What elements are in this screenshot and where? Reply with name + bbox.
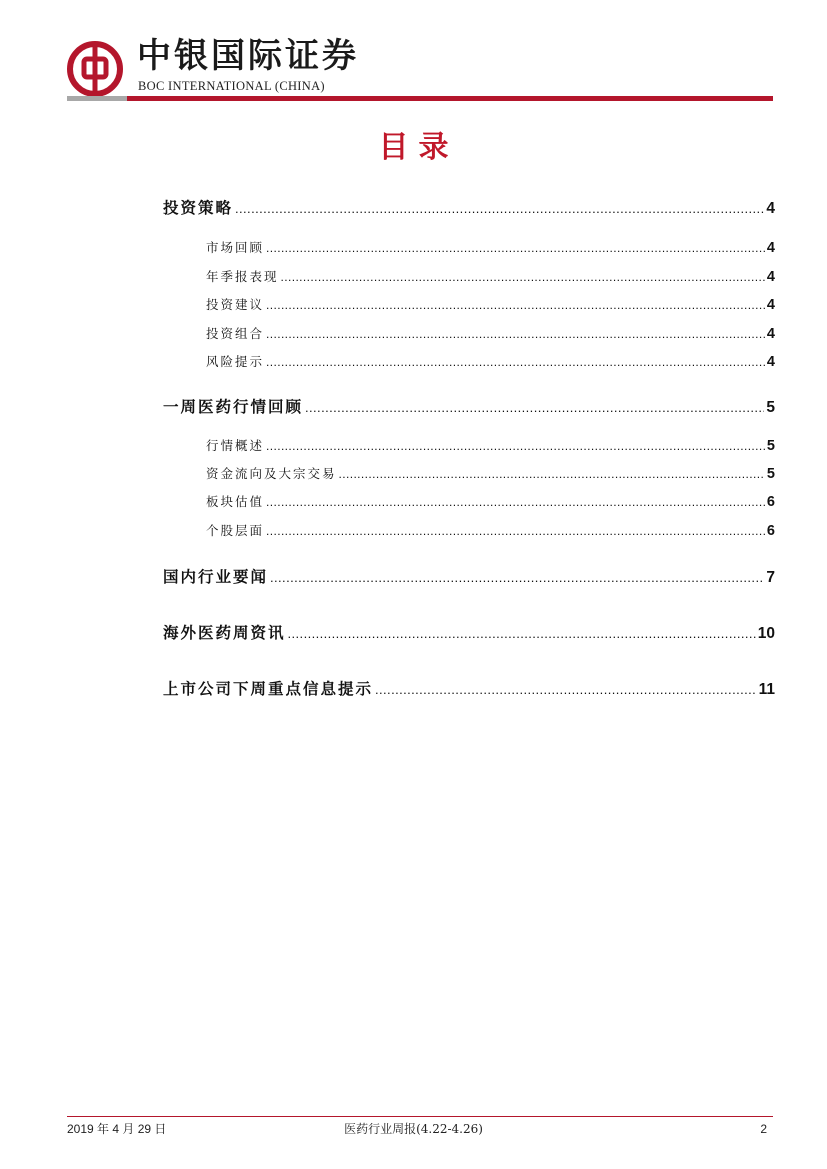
toc-entry-page: 4 bbox=[766, 297, 775, 313]
toc-entry[interactable] bbox=[163, 196, 775, 218]
toc-entry-page: 5 bbox=[766, 399, 775, 416]
toc-leader-dots bbox=[288, 626, 756, 641]
toc-entry-label: 市场回顾 bbox=[206, 240, 265, 255]
toc-entry-label: 风险提示 bbox=[206, 354, 265, 369]
toc-title: 目录 bbox=[378, 130, 459, 165]
toc-entry-label: 投资组合 bbox=[206, 326, 265, 341]
footer-report-title: 医药行业周报(4.22-4.26) bbox=[344, 1122, 483, 1136]
toc-entry-label: 海外医药周资讯 bbox=[163, 623, 286, 642]
toc-entry-page: 10 bbox=[757, 625, 775, 642]
toc-entry-page: 4 bbox=[766, 200, 775, 217]
toc-entry[interactable] bbox=[163, 565, 775, 587]
toc-entry[interactable] bbox=[206, 352, 775, 370]
toc-leader-dots bbox=[270, 570, 764, 585]
toc-entry[interactable] bbox=[206, 267, 775, 285]
toc-leader-dots bbox=[339, 467, 765, 481]
toc-entry-page: 4 bbox=[766, 326, 775, 342]
toc-entry-label: 行情概述 bbox=[206, 438, 265, 453]
toc-leader-dots bbox=[266, 439, 765, 453]
toc-entry-label: 个股层面 bbox=[206, 523, 265, 538]
toc-entry-page: 6 bbox=[766, 523, 775, 539]
toc-entry-page: 7 bbox=[766, 569, 775, 586]
toc-entry[interactable] bbox=[206, 492, 775, 510]
footer-rule bbox=[67, 1116, 773, 1117]
footer-page-number: 2 bbox=[760, 1122, 767, 1136]
toc-leader-dots bbox=[266, 327, 765, 341]
toc-entry-label: 上市公司下周重点信息提示 bbox=[163, 679, 374, 698]
toc-entry-page: 4 bbox=[766, 354, 775, 370]
header-rule bbox=[67, 96, 773, 101]
toc-leader-dots bbox=[281, 270, 765, 284]
toc-entry[interactable] bbox=[206, 464, 775, 482]
brand-name-en: BOC INTERNATIONAL (CHINA) bbox=[138, 79, 325, 93]
toc-entry-label: 资金流向及大宗交易 bbox=[206, 466, 337, 481]
toc-entry-label: 国内行业要闻 bbox=[163, 567, 269, 586]
toc-leader-dots bbox=[266, 298, 765, 312]
toc-leader-dots bbox=[266, 355, 765, 369]
toc-leader-dots bbox=[305, 400, 764, 415]
toc-entry-page: 4 bbox=[766, 240, 775, 256]
toc-leader-dots bbox=[235, 201, 764, 216]
toc-entry-page: 6 bbox=[766, 494, 775, 510]
toc-entry[interactable] bbox=[206, 521, 775, 539]
toc-entry[interactable] bbox=[206, 324, 775, 342]
toc-leader-dots bbox=[266, 241, 765, 255]
footer-date: 2019 年 4 月 29 日 bbox=[67, 1122, 167, 1136]
toc-entry-label: 一周医药行情回顾 bbox=[163, 397, 304, 416]
toc-entry[interactable] bbox=[206, 436, 775, 454]
toc-entry-page: 5 bbox=[766, 466, 775, 482]
brand-name-cn: 中银国际证券 bbox=[137, 36, 359, 76]
page-header bbox=[0, 0, 827, 110]
boc-logo-icon bbox=[67, 41, 123, 97]
toc-entry-page: 5 bbox=[766, 438, 775, 454]
toc-leader-dots bbox=[266, 524, 765, 538]
toc-entry[interactable] bbox=[163, 677, 775, 699]
toc-entry-page: 11 bbox=[758, 681, 775, 698]
toc-leader-dots bbox=[266, 495, 765, 509]
toc-entry[interactable] bbox=[163, 621, 775, 643]
toc-entry-label: 年季报表现 bbox=[206, 269, 279, 284]
toc-entry-label: 投资建议 bbox=[206, 297, 265, 312]
toc-entry-label: 板块估值 bbox=[206, 494, 265, 509]
toc-leader-dots bbox=[375, 682, 757, 697]
toc-entry[interactable] bbox=[206, 238, 775, 256]
toc-entry-page: 4 bbox=[766, 269, 775, 285]
toc-entry[interactable] bbox=[206, 295, 775, 313]
toc-entry[interactable] bbox=[163, 395, 775, 417]
toc-entry-label: 投资策略 bbox=[163, 198, 234, 217]
